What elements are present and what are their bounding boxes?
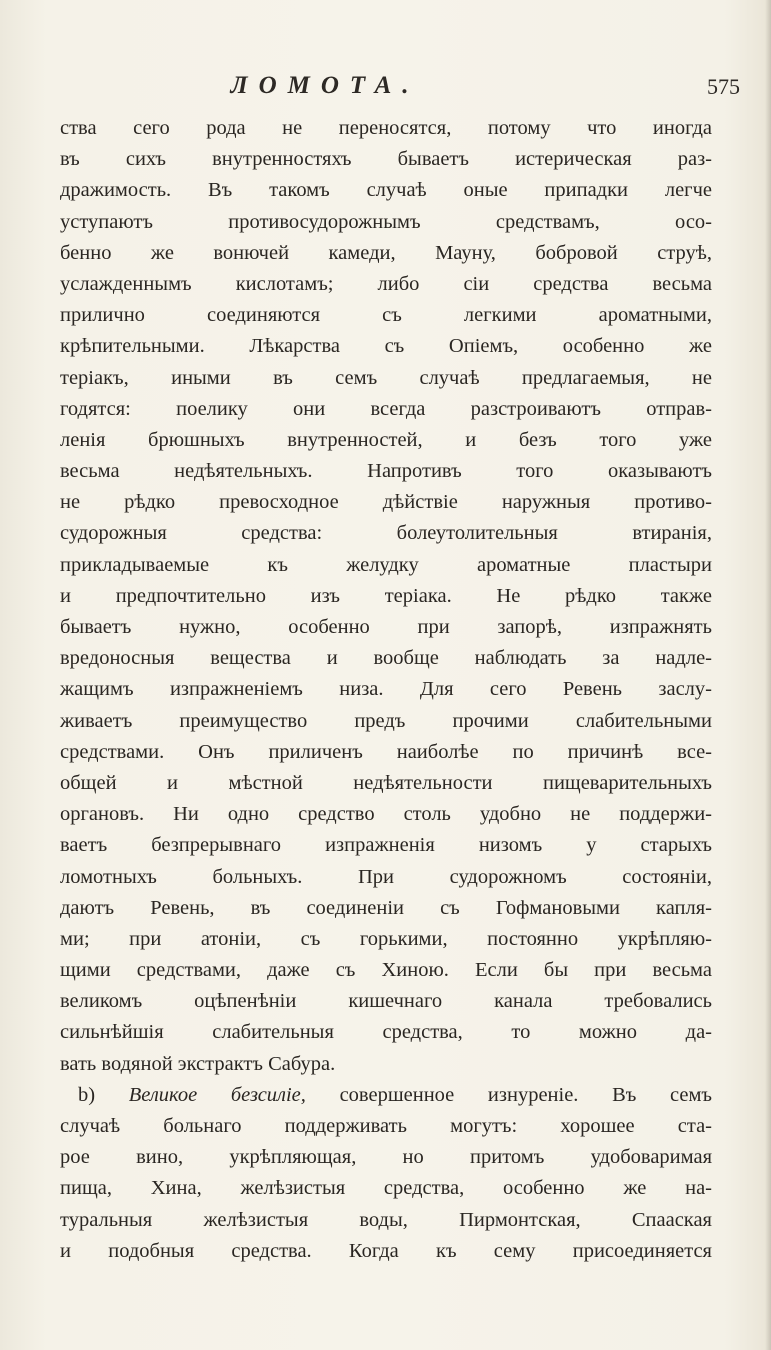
text-line: прикладываемые къ желудку ароматные пластыри [60,553,712,576]
text-line: общей и мѣстной недѣятельности пищеварительныхъ [60,771,712,794]
text-line: въ сихъ внутренностяхъ бываетъ истерическая раз- [60,148,712,171]
paragraph-b-first-line [60,1080,712,1111]
page-edge-shadow [765,0,771,1350]
text-line: вредоносныя вещества и вообще наблюдать за надле- [60,647,712,670]
text-line: теріакъ, иными въ семъ случаѣ предлагаемыя, не [60,366,712,389]
paragraph-b-rest: совершенное изнуреніе. Въ семъ [339,1083,713,1106]
paragraph-b-marker: b) [78,1083,96,1106]
text-line: не рѣдко превосходное дѣйствіе наружныя противо- [60,491,712,514]
paragraph-b-italic-heading: Великое безсиліе, [128,1083,306,1106]
text-line: ваетъ безпрерывнаго изпражненія низомъ у старыхъ [60,834,712,857]
text-line: судорожныя средства: болеутолительныя втиранія, [60,522,712,545]
text-line: бываетъ нужно, особенно при запорѣ, изпражнять [60,616,712,638]
text-line: бенно же вонючей камеди, Мауну, бобровой струѣ, [60,241,712,264]
text-line: средствами. Онъ приличенъ наиболѣе по причинѣ все- [60,740,712,763]
text-line: весьма недѣятельныхъ. Напротивъ того оказываютъ [60,460,712,483]
text-line: дражимость. Въ такомъ случаѣ оные припадки легче [60,179,712,202]
text-line: ломотныхъ больныхъ. При судорожномъ состояніи, [60,865,712,888]
text-line: сильнѣйшія слабительныя средства, то можно да- [60,1021,712,1044]
running-title: ЛОМОТА. [230,72,420,99]
body-text [60,113,712,1267]
text-line: случаѣ больнаго поддерживать могутъ: хорошее ста- [60,1115,712,1137]
text-line: и предпочтительно изъ теріака. Не рѣдко также [60,584,712,607]
text-line: туральныя желѣзистыя воды, Пирмонтская, Спааская [60,1208,712,1231]
text-line: ленія брюшныхъ внутренностей, и безъ того уже [60,428,712,451]
text-line: органовъ. Ни одно средство столь удобно не поддержи- [60,803,712,826]
text-line: годятся: поелику они всегда разстроиваютъ отправ- [60,397,712,420]
text-line: ства сего рода не переносятся, потому что иногда [60,117,712,139]
text-line: жащимъ изпражненіемъ низа. Для сего Ревень заслу- [60,678,712,701]
text-line: живаетъ преимущество предъ прочими слабительными [60,709,712,732]
text-line: щими средствами, даже съ Хиною. Если бы при весьма [60,959,712,982]
text-line: прилично соединяются съ легкими ароматными, [60,304,712,327]
text-line: уступаютъ противосудорожнымъ средствамъ, осо- [60,210,712,233]
text-line: великомъ оцѣпенѣніи кишечнаго канала требовались [60,990,712,1013]
text-line: ми; при атоніи, съ горькими, постоянно укрѣпляю- [60,927,712,950]
text-line: даютъ Ревень, въ соединеніи съ Гофмановыми капля- [60,896,712,919]
text-line: услажденнымъ кислотамъ; либо сіи средства весьма [60,272,712,295]
text-line: вать водяной экстрактъ Сабура. [60,1052,336,1075]
text-line: и подобныя средства. Когда къ сему присоединяется [60,1239,712,1262]
text-line: пища, Хина, желѣзистыя средства, особенно же на- [60,1177,712,1200]
text-line: рое вино, укрѣпляющая, но притомъ удобоваримая [60,1146,712,1169]
text-line: крѣпительными. Лѣкарства съ Опіемъ, особенно же [60,335,712,358]
page-header [0,72,771,108]
page-number: 575 [707,74,740,99]
